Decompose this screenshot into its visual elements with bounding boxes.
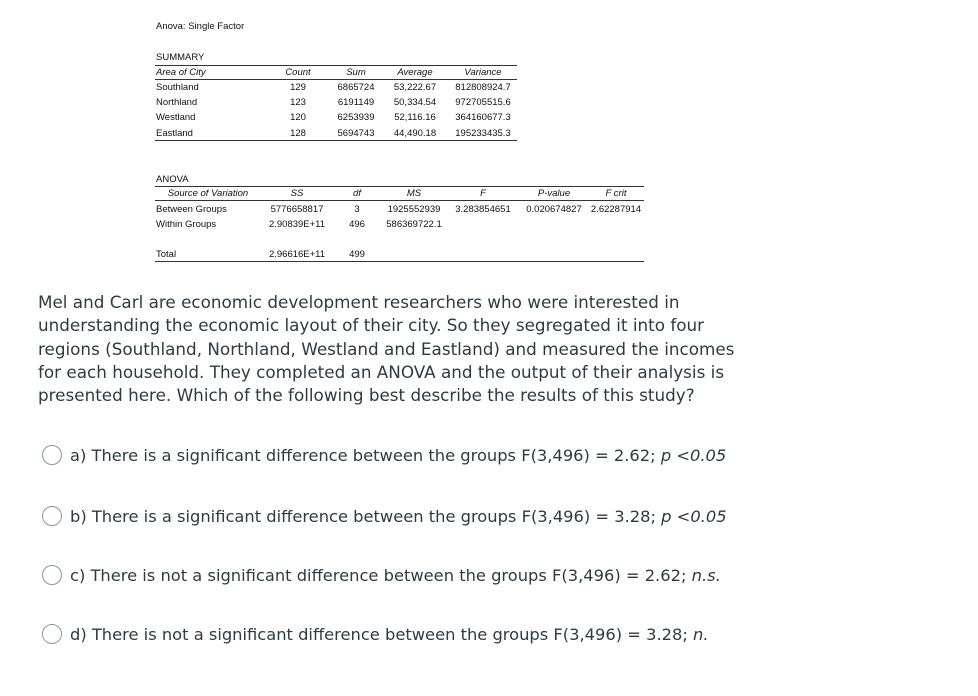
answer-label: a) There is a significant difference between the groups F(3,496) = 2.62; p <0.05 (70, 445, 727, 465)
anova-df: 499 (349, 249, 365, 260)
anova-header-fcrit: F crit (605, 188, 627, 199)
summary-header-area: Area of City (156, 67, 206, 78)
anova-header-f: F (480, 188, 486, 199)
summary-header-average: Average (397, 67, 433, 78)
summary-sum: 5694743 (337, 128, 375, 139)
summary-variance: 195233435.3 (455, 128, 511, 139)
radio-button[interactable] (42, 624, 62, 644)
anova-header-df: df (353, 188, 361, 199)
summary-count: 128 (290, 128, 306, 139)
anova-header-ms: MS (406, 188, 422, 199)
radio-button[interactable] (42, 445, 62, 465)
anova-ss: 2.96616E+11 (268, 249, 326, 260)
summary-area: Northland (156, 97, 198, 108)
anova-ss: 2.90839E+11 (268, 219, 326, 230)
answer-label: d) There is not a significant difference between the groups F(3,496) = 3.28; n. (70, 624, 709, 644)
anova-pvalue: 0.020674827 (526, 204, 582, 215)
summary-sum: 6865724 (337, 82, 375, 93)
summary-count: 129 (290, 82, 306, 93)
radio-button[interactable] (42, 506, 62, 526)
summary-area: Eastland (156, 128, 193, 139)
anova-label: ANOVA (156, 174, 189, 185)
anova-header-pvalue: P-value (537, 188, 571, 199)
anova-fcrit: 2.62287914 (590, 204, 642, 215)
anova-source: Total (156, 249, 177, 260)
answer-option-a[interactable] (42, 445, 726, 465)
summary-sum: 6191149 (337, 97, 375, 108)
summary-area: Southland (156, 82, 199, 93)
anova-header-ss: SS (290, 188, 304, 199)
summary-average: 53,222.67 (393, 82, 437, 93)
summary-variance: 364160677.3 (455, 112, 511, 123)
question-text: Mel and Carl are economic development researchers who were interested in understanding the economic layout of their city. So they segregated it into four regions (Southland, Northland, Westland and Eastland) and measured the incomes for each household. They completed an ANOVA and the output of their analysis is presented here. Which of the following best describe the results of this study? (38, 292, 735, 406)
anova-ms: 586369722.1 (386, 219, 442, 230)
anova-title: Anova: Single Factor (156, 21, 245, 32)
summary-average: 52,116.16 (394, 112, 436, 123)
anova-ms: 1925552939 (387, 204, 441, 215)
summary-label: SUMMARY (156, 52, 205, 63)
anova-output (0, 0, 978, 270)
summary-sum: 6253939 (337, 112, 375, 123)
answer-option-d[interactable] (42, 624, 709, 644)
answer-option-c[interactable] (42, 565, 721, 585)
anova-df: 3 (354, 204, 360, 215)
answer-label: b) There is a significant difference between the groups F(3,496) = 3.28; p <0.05 (70, 506, 727, 526)
summary-header-variance: Variance (464, 67, 502, 78)
summary-count: 123 (290, 97, 306, 108)
anova-source: Within Groups (156, 219, 217, 230)
summary-count: 120 (290, 112, 306, 123)
anova-df: 496 (349, 219, 365, 230)
anova-ss: 5776658817 (270, 204, 324, 215)
anova-f: 3.283854651 (455, 204, 511, 215)
anova-source: Between Groups (156, 204, 227, 215)
answer-label: c) There is not a significant difference between the groups F(3,496) = 2.62; n.s. (70, 565, 721, 585)
summary-header-count: Count (285, 67, 311, 78)
radio-button[interactable] (42, 565, 62, 585)
anova-header-source: Source of Variation (167, 188, 249, 199)
summary-variance: 972705515.6 (455, 97, 511, 108)
summary-average: 50,334.54 (393, 97, 437, 108)
summary-area: Westland (156, 112, 196, 123)
summary-variance: 812808924.7 (455, 82, 511, 93)
summary-header-sum: Sum (346, 67, 366, 78)
answer-option-b[interactable] (42, 506, 727, 526)
summary-average: 44,490.18 (393, 128, 437, 139)
